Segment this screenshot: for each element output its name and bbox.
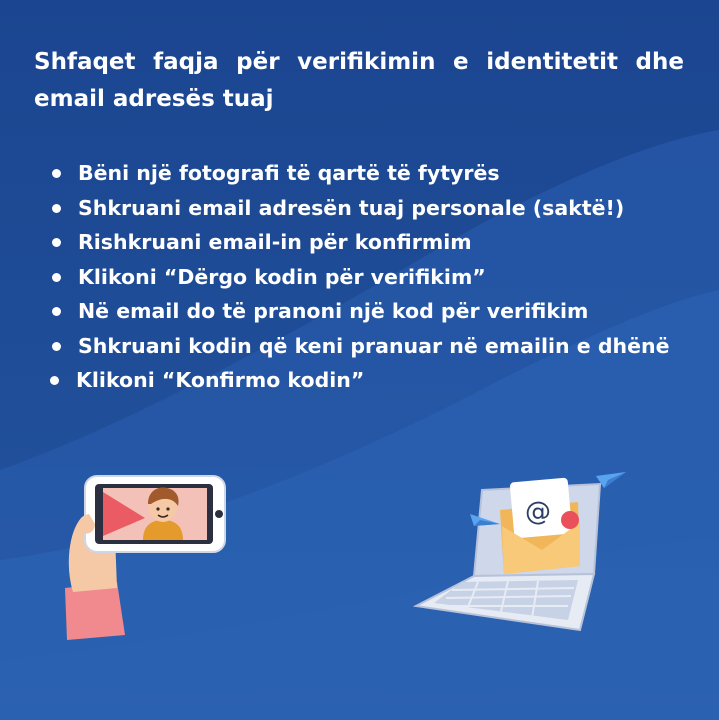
list-item: Shkruani email adresën tuaj personale (saktë!) bbox=[52, 191, 684, 226]
list-item: Klikoni “Dërgo kodin për verifikim” bbox=[52, 260, 684, 295]
list-item: Rishkruani email-in për konfirmim bbox=[52, 225, 684, 260]
selfie-phone-icon bbox=[55, 470, 230, 640]
page-title: Shfaqet faqja për verifikimin e identitetit dhe email adresës tuaj bbox=[34, 49, 684, 112]
list-item: Në email do të pranoni një kod për verifikim bbox=[52, 294, 684, 329]
list-item: Klikoni “Konfirmo kodin” bbox=[50, 363, 684, 398]
svg-text:@: @ bbox=[525, 497, 551, 527]
list-item: Bëni një fotografi të qartë të fytyrës bbox=[52, 156, 684, 191]
steps-list bbox=[52, 156, 684, 398]
list-item: Shkruani kodin që keni pranuar në emailin e dhënë bbox=[52, 329, 684, 364]
laptop-email-icon bbox=[408, 470, 638, 635]
